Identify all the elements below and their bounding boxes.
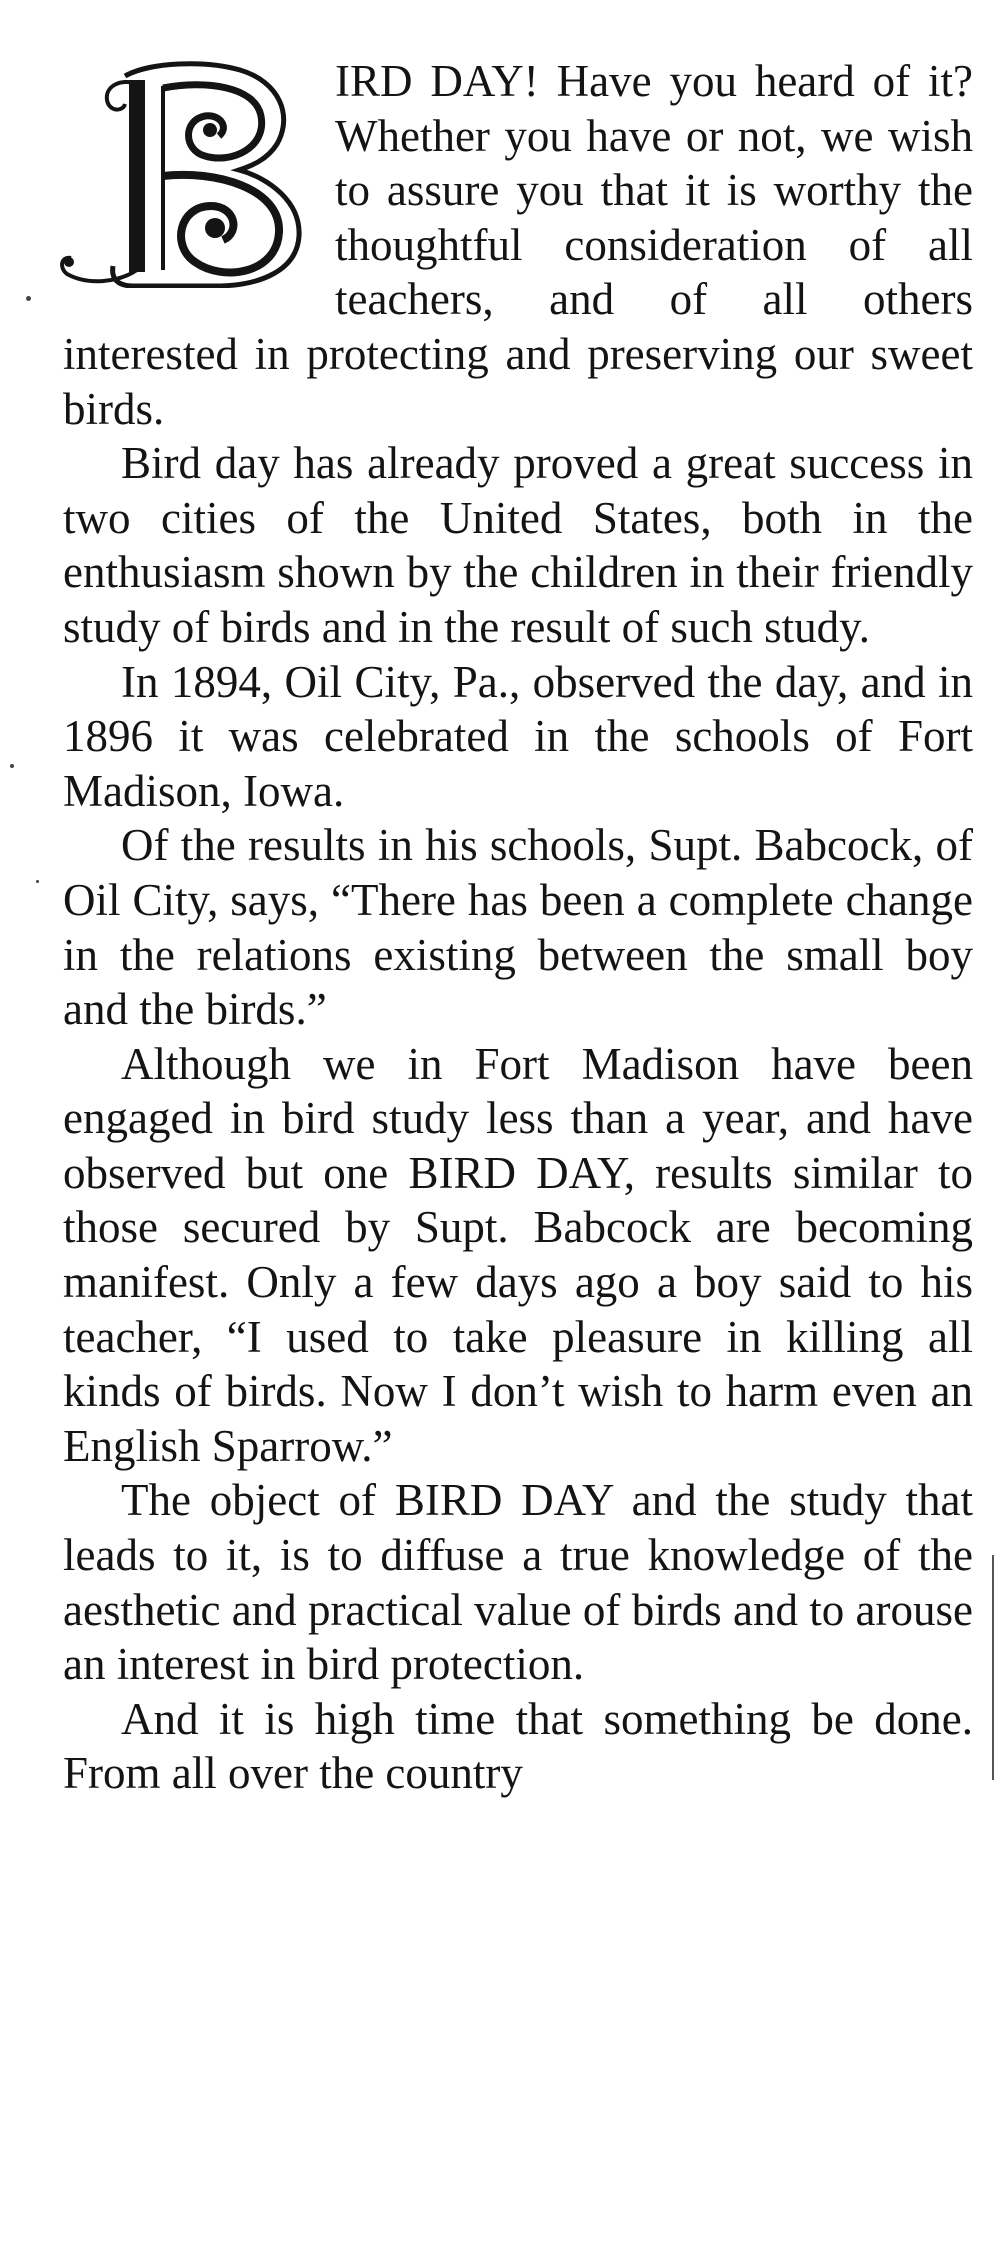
paragraph-object-of-bird-day: The object of BIRD DAY and the study that leads to it, is to diffuse a true knowledge of the aesthetic and practical value of birds and to arouse an interest in bird protection. — [63, 1475, 973, 1690]
scan-speck — [10, 764, 14, 768]
paragraph-oil-city-1894: In 1894, Oil City, Pa., observed the day, and in 1896 it was celebrated in the schools of Fort Madison, Iowa. — [63, 656, 973, 816]
paragraph-babcock-quote: Of the results in his schools, Supt. Babcock, of Oil City, says, “There has been a complete change in the relations existing between the small boy and the birds.” — [63, 820, 973, 1035]
paragraph-bird-day-success: Bird day has already proved a great success in two cities of the United States, both in the enthusiasm shown by the children in their friendly study of birds and in the result of such study. — [63, 438, 973, 652]
ornamental-dropcap — [55, 56, 317, 288]
paragraph-high-time: And it is high time that something be done. From all over the country — [63, 1693, 973, 1799]
lead-paragraph — [63, 54, 973, 436]
scan-speck — [26, 296, 31, 301]
scan-speck — [36, 880, 39, 883]
article-column — [63, 54, 973, 1801]
dropcap-b-glyph — [55, 56, 317, 288]
paragraph-fort-madison: Although we in Fort Madison have been engaged in bird study less than a year, and have observed but one BIRD DAY, results similar to those secured by Supt. Babcock are becoming manifest. Only a few days ago a boy said to his teacher, “I used to take pleasure in killing all kinds of birds. Now I don’t wish to harm even an English Sparrow.” — [63, 1038, 973, 1471]
scan-edge-line — [992, 1555, 994, 1780]
lead-text: IRD DAY! Have you heard of it? Whether you have or not, we wish to assure you that it is worthy the thoughtful consideration of all teachers, and of all others interested in protecting and preserving our sweet birds. — [63, 56, 973, 434]
